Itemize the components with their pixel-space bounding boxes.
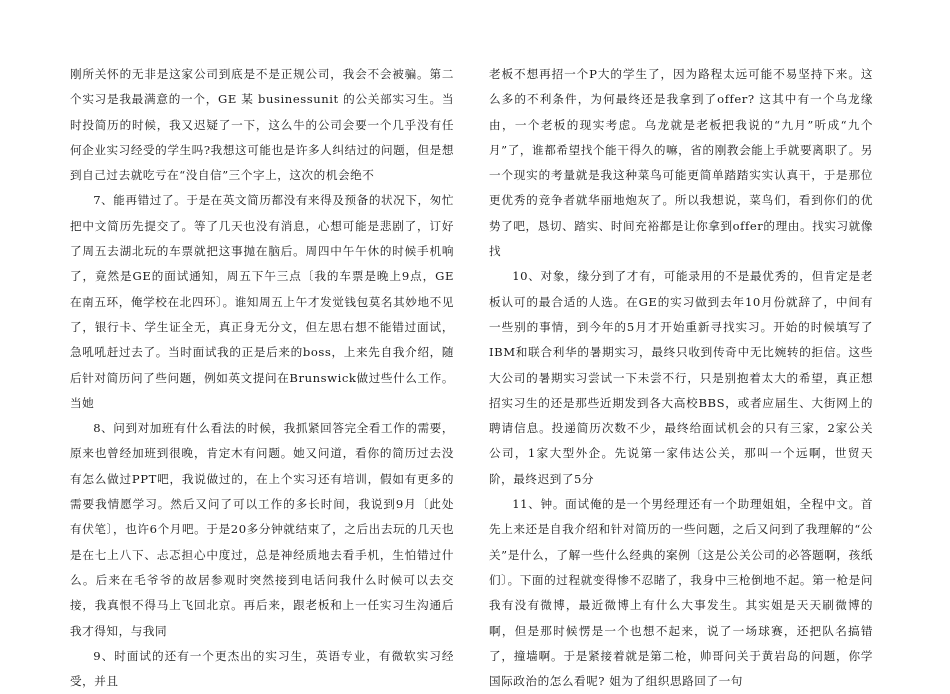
right-column [489, 62, 873, 689]
paragraph: 8、问到对加班有什么看法的时候，我抓紧回答完全看工作的需要，原来也曾经加班到很晚，肯定木有问题。她又问道，看你的简历过去没有怎么做过PPT吧，我说做过的，在上个实习还有培训，假如有更多的需要我情愿学习。然后又问了可以工作的多长时间，我说到9月〔此处有伏笔〕，也许6个月吧。于是20多分钟就结束了，之后出去玩的几天也是在七上八下、忐忑担心中度过，总是神经质地去看手机，生怕错过什么。后来在毛爷爷的故居参观时突然接到电话问我什么时候可以去交接，我真恨不得马上飞回北京。再后来，跟老板和上一任实习生沟通后我才得知，与我同 [70, 421, 454, 638]
paragraph: 11、钟。面试俺的是一个男经理还有一个助理姐姐，全程中文。首先上来还是自我介绍和针对简历的一些问题，之后又问到了我理解的“公关”是什么，了解一些什么经典的案例〔这是公关公司的必答题啊，孩纸们〕。下面的过程就变得惨不忍睹了，我身中三枪倒地不起。第一枪是问我有没有微博，最近微博上有什么大事发生。其实姐是天天刷微博的啊，但是那时候愣是一个也想不起来，说了一场球赛，还把队名搞错了，撞墙啊。于是紧接着就是第二枪，帅哥问关于黄岩岛的问题，你学国际政治的怎么看呢? 姐为了组织思路回了一句 [489, 497, 873, 689]
paragraph: 10、对象，缘分到了才有，可能录用的不是最优秀的，但肯定是老板认可的最合适的人选。在GE的实习做到去年10月份就辞了，中间有一些别的事情，到今年的5月才开始重新寻找实习。开始的时候填写了IBM和联合利华的暑期实习，最终只收到传奇中无比婉转的拒信。这些大公司的暑期实习尝试一下未尝不行，只是别抱着太大的希望，真正想招实习生的还是那些近期发到各大高校BBS，或者应届生、大街网上的聘请信息。投递简历次数不少，最终给面试机会的只有三家，2家公关公司，1家大型外企。先说第一家伟达公关，那叫一个远啊，世贸天阶，最终迟到了5分 [489, 269, 873, 486]
paragraph: 老板不想再招一个P大的学生了，因为路程太远可能不易坚持下来。这么多的不利条件，为何最终还是我拿到了offer? 这其中有一个乌龙缘由，一个老板的现实考虑。乌龙就是老板把我说的“九月”听成“九个月”了，谁都希望找个能干得久的嘛，省的刚教会能上手就要离职了。另一个现实的考量就是我这种菜鸟可能更简单踏踏实实认真干，于是那位更优秀的竞争者就华丽地炮灰了。所以我想说，菜鸟们，看到你们的优势了吧，恳切、踏实、时间充裕都是让你拿到offer的理由。找实习就像找 [489, 67, 873, 259]
paragraph: 9、时面试的还有一个更杰出的实习生，英语专业，有微软实习经受，并且 [70, 648, 454, 689]
left-column [70, 62, 454, 689]
paragraph: 7、能再错过了。于是在英文简历都没有来得及预备的状况下，匆忙把中文简历先提交了。等了几天也没有消息，心想可能是悲剧了，订好了周五去湖北玩的车票就把这事抛在脑后。周四中午午休的时候手机响了，竟然是GE的面试通知，周五下午三点〔我的车票是晚上9点，GE在南五环，俺学校在北四环〕。谁知周五上午才发觉钱包莫名其妙地不见了，银行卡、学生证全无，真正身无分文，但左思右想不能错过面试，急吼吼赶过去了。当时面试我的正是后来的boss，上来先自我介绍，随后针对简历问了些问题，例如英文提问在Brunswick做过些什么工作。当她 [70, 193, 454, 410]
paragraph: 刚所关怀的无非是这家公司到底是不是正规公司，我会不会被骗。第二个实习是我最满意的一个，GE 某 businessunit 的公关部实习生。当时投简历的时候，我又迟疑了一下，这么牛的公司会要一个几乎没有任何企业实习经受的学生吗?我想这可能也是许多人纠结过的问题，但是想到自己过去就吃亏在“没自信”三个字上，这次的机会绝不 [70, 67, 454, 183]
